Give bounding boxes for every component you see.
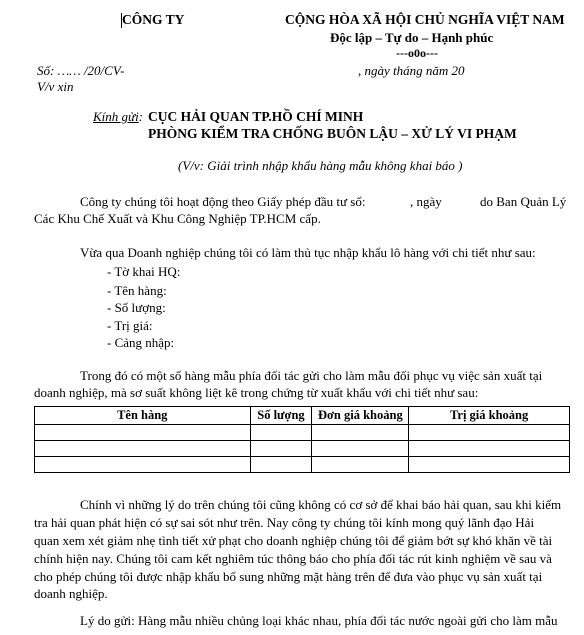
table-cell[interactable] xyxy=(250,425,312,441)
col-header-goods: Tên hàng xyxy=(35,407,251,425)
motto-separator: ---o0o--- xyxy=(396,46,438,60)
reason-line4: chính hiện nay. Chúng tôi cam kết nghiêm túc thông báo cho phía đối tác rút kinh nghiệm về sau và xyxy=(34,551,552,566)
intro-line1-c: do Ban Quản Lý xyxy=(480,194,567,209)
table-cell[interactable] xyxy=(409,441,570,457)
recipient-line2: PHÒNG KIỂM TRA CHỐNG BUÔN LẬU – XỬ LÝ VI PHẠM xyxy=(148,126,517,141)
table-cell[interactable] xyxy=(35,425,251,441)
table-cell[interactable] xyxy=(312,441,409,457)
table-cell[interactable] xyxy=(250,441,312,457)
sample-goods-table xyxy=(34,406,570,473)
table-cell[interactable] xyxy=(35,457,251,473)
table-row xyxy=(35,457,570,473)
recipient-label: Kính gửi xyxy=(93,109,139,124)
intro-line2: Các Khu Chế Xuất và Khu Công Nghiệp TP.HCM cấp. xyxy=(34,211,321,226)
recipient-line1: CỤC HẢI QUAN TP.HỒ CHÍ MINH xyxy=(148,109,364,124)
reason-line1: Chính vì những lý do trên chúng tôi cũng không có cơ sở để khai báo hải quan, sau khi kiểm xyxy=(80,497,562,512)
table-cell[interactable] xyxy=(250,457,312,473)
table-cell[interactable] xyxy=(409,425,570,441)
import-item-value: - Trị giá: xyxy=(107,318,153,333)
table-cell[interactable] xyxy=(35,441,251,457)
import-item-goods: - Tên hàng: xyxy=(107,283,167,298)
table-row xyxy=(35,441,570,457)
doc-number: Số: …… /20/CV- xyxy=(37,63,125,78)
col-header-unit-price: Đơn giá khoảng xyxy=(312,407,409,425)
table-cell[interactable] xyxy=(409,457,570,473)
motto: Độc lập – Tự do – Hạnh phúc xyxy=(330,30,494,45)
nation-title: CỘNG HÒA XÃ HỘI CHỦ NGHĨA VIỆT NAM xyxy=(285,12,565,27)
table-row xyxy=(35,425,570,441)
subject-ref: V/v xin xyxy=(37,79,74,94)
reason-line6: doanh nghiệp. xyxy=(34,586,108,601)
import-item-port: - Cảng nhập: xyxy=(107,335,175,350)
reason-send-line: Lý do gửi: Hàng mẫu nhiều chủng loại khác nhau, phía đối tác nước ngoài gửi cho làm mẫu xyxy=(80,613,558,628)
reason-line2: tra hải quan phát hiện có sự sai sót như trên. Nay công ty chúng tôi kính mong quý lãnh đạo Hải xyxy=(34,515,535,530)
company-name: CÔNG TY xyxy=(122,12,185,27)
reason-line5: cho phép chúng tôi được nhập khẩu bổ sung những mặt hàng trên để đưa vào phục vụ sản xuất tại xyxy=(34,569,543,584)
subject-line: (V/v: Giải trình nhập khẩu hàng mẫu không khai báo ) xyxy=(178,158,463,173)
recipient-label-row xyxy=(93,109,143,125)
recipient-colon: : xyxy=(138,109,144,124)
intro-line1-b: , ngày xyxy=(410,194,442,209)
col-header-value: Trị giá khoảng xyxy=(409,407,570,425)
import-item-declaration: - Tờ khai HQ: xyxy=(107,264,181,279)
import-intro: Vừa qua Doanh nghiệp chúng tôi có làm thủ tục nhập khẩu lô hàng với chi tiết như sau: xyxy=(80,245,536,260)
table-cell[interactable] xyxy=(312,425,409,441)
table-cell[interactable] xyxy=(312,457,409,473)
import-item-quantity: - Số lượng: xyxy=(107,300,166,315)
col-header-quantity: Số lượng xyxy=(250,407,312,425)
table-header-row xyxy=(35,407,570,425)
intro-line1-a: Công ty chúng tôi hoạt động theo Giấy phép đầu tư số: xyxy=(80,194,366,209)
date-line: , ngày tháng năm 20 xyxy=(358,63,465,78)
sample-para-line2: doanh nghiệp, mà sơ suất không liệt kê trong chứng từ xuất khẩu với chi tiết như sau: xyxy=(34,385,479,400)
sample-para-line1: Trong đó có một số hàng mẫu phía đối tác gửi cho làm mẫu đối phục vụ việc sản xuất tại xyxy=(80,368,543,383)
reason-line3: quan xem xét giảm nhẹ tình tiết xử phạt cho doanh nghiệp chúng tôi để giảm bớt sự khó khăn về tài xyxy=(34,533,553,548)
